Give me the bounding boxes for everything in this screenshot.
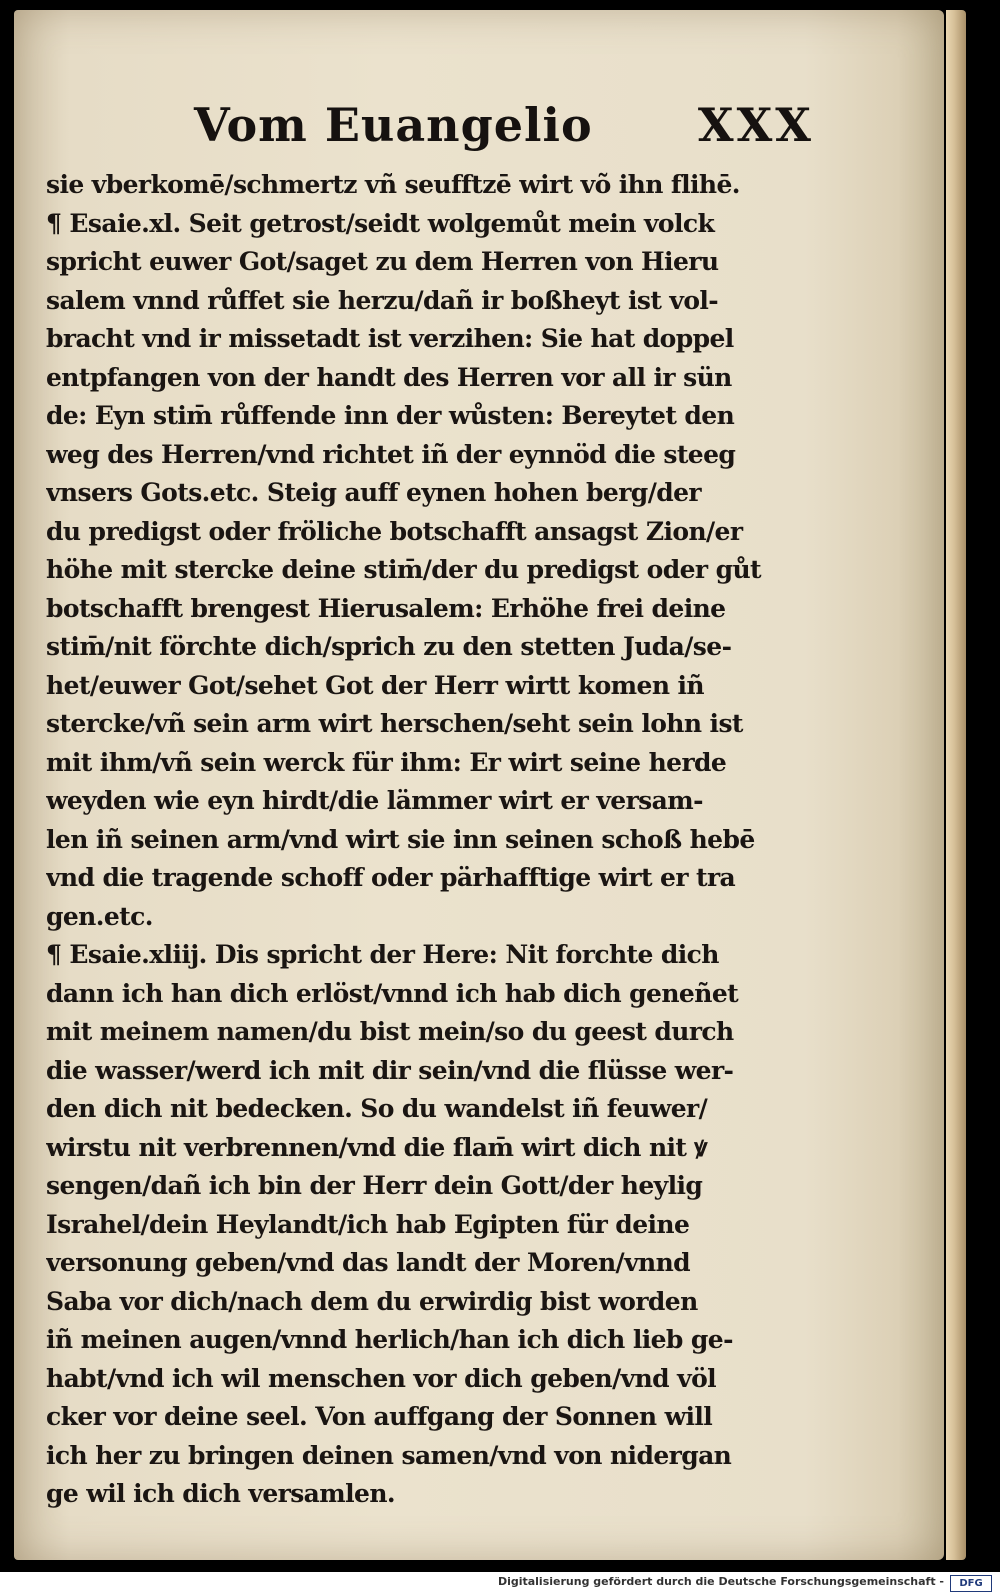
text-line: Saba vor dich/nach dem du erwirdig bist worden [46, 1286, 698, 1316]
running-head [174, 98, 814, 158]
text-line: ge wil ich dich versamlen. [46, 1479, 395, 1508]
text-line: sengen/dañ ich bin der Herr dein Gott/der heylig [46, 1171, 703, 1200]
page-edge [946, 10, 966, 1560]
text-line: vnsers Gots.etc. Steig auff eynen hohen berg/der [46, 478, 701, 507]
text-line: du predigst oder fröliche botschafft ansagst Zion/er [46, 516, 743, 546]
text-line: Israhel/dein Heylandt/ich hab Egipten für deine [46, 1209, 690, 1239]
text-line: gen.etc. [46, 901, 153, 931]
text-line: iñ meinen augen/vnnd herlich/han ich dich lieb ge- [46, 1325, 733, 1354]
text-line: stim̄/nit förchte dich/sprich zu den stetten Juda/se- [46, 632, 732, 661]
text-line: den dich nit bedecken. So du wandelst iñ feuwer/ [46, 1094, 708, 1123]
text-line: cker vor deine seel. Von auffgang der Sonnen will [46, 1402, 713, 1431]
dfg-logo: DFG [950, 1575, 992, 1592]
text-line: dann ich han dich erlöst/vnnd ich hab dich geneñet [46, 978, 739, 1008]
text-line: de: Eyn stim̄ růffende inn der wůsten: Bereytet den [46, 401, 735, 430]
text-line: die wasser/werd ich mit dir sein/vnd die flüsse wer- [46, 1055, 734, 1085]
body-text [46, 166, 796, 1514]
text-line: ¶ Esaie.xl. Seit getrost/seidt wolgemůt mein volck [46, 208, 715, 238]
text-line: wirstu nit verbrennen/vnd die flam̄ wirt dich nit ꝟ [46, 1132, 707, 1162]
text-line: entpfangen von der handt des Herren vor all ir sün [46, 362, 732, 392]
text-line: versonung geben/vnd das landt der Moren/vnnd [46, 1248, 691, 1277]
footer-bar [0, 1572, 1000, 1594]
book-page [14, 10, 944, 1560]
text-line: weg des Herren/vnd richtet iñ der eynnöd die steeg [46, 439, 736, 469]
text-line: stercke/vñ sein arm wirt herschen/seht sein lohn ist [46, 709, 743, 738]
text-line: salem vnnd růffet sie herzu/dañ ir boßheyt ist vol- [46, 285, 719, 315]
folio-number: XXX [697, 98, 814, 152]
text-line: spricht euwer Got/saget zu dem Herren von Hieru [46, 247, 719, 276]
text-line: weyden wie eyn hirdt/die lämmer wirt er versam- [46, 786, 703, 815]
text-line: vnd die tragende schoff oder pärhafftige wirt er tra [46, 863, 736, 892]
text-line: mit ihm/vñ sein werck für ihm: Er wirt seine herde [46, 747, 727, 777]
text-line: bracht vnd ir missetadt ist verzihen: Sie hat doppel [46, 324, 734, 353]
text-line: mit meinem namen/du bist mein/so du geest durch [46, 1017, 734, 1046]
text-line: botschafft brengest Hierusalem: Erhöhe frei deine [46, 593, 726, 623]
footer-credit: Digitalisierung gefördert durch die Deutsche Forschungsgemeinschaft - [497, 1575, 944, 1588]
running-title: Vom Euangelio [194, 98, 593, 152]
text-line: het/euwer Got/sehet Got der Herr wirtt komen iñ [46, 670, 704, 700]
text-line: len iñ seinen arm/vnd wirt sie inn seinen schoß hebē [46, 824, 755, 854]
text-line: ich her zu bringen deinen samen/vnd von nidergan [46, 1440, 732, 1470]
text-line: ¶ Esaie.xliij. Dis spricht der Here: Nit forchte dich [46, 940, 719, 969]
text-line: sie vberkomē/schmertz vñ seufftzē wirt võ ihn flihē. [46, 170, 740, 199]
text-line: habt/vnd ich wil menschen vor dich geben/vnd völ [46, 1363, 717, 1393]
text-line: höhe mit stercke deine stim̄/der du predigst oder gůt [46, 555, 761, 584]
